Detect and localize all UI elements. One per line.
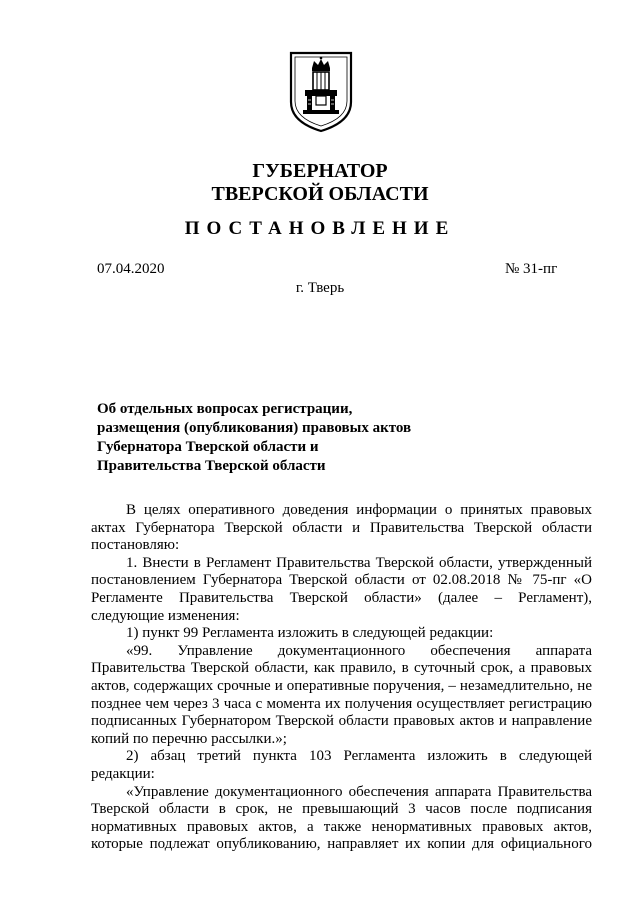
document-type: ПОСТАНОВЛЕНИЕ <box>184 218 456 239</box>
subject-line: Правительства Тверской области <box>97 458 326 474</box>
tver-coat-of-arms-icon <box>288 50 354 134</box>
issuer-title-line2: ТВЕРСКОЙ ОБЛАСТИ <box>211 183 429 205</box>
preamble-paragraph: В целях оперативного доведения информации о принятых правовых актах Губернатора Тверской области и Правительства Тверской области постановляю: <box>91 502 592 554</box>
subject-line: Губернатора Тверской области и <box>97 439 319 455</box>
item-1-paragraph: 1. Внести в Регламент Правительства Тверской области, утвержденный постановлением Губернатора Тверской области от 02.08.2018 № 75-пг «О Регламенте Правительства Тверской области» (далее – Регламент), следующие изменения: <box>91 554 592 624</box>
subject-line: размещения (опубликования) правовых актов <box>97 420 412 436</box>
quote-1-paragraph: «99. Управление документационного обеспечения аппарата Правительства Тверской области, как правило, в суточный срок, а правовых актов, содержащих срочные и оперативные поручения, – незамедлительно, не позднее чем через 3 часа с момента их получения осуществляет регистрацию подписанных Губернатором Тверской области правовых актов и направление копий по перечню рассылки.»; <box>91 642 592 747</box>
document-number: № 31-пг <box>505 261 558 277</box>
document-date: 07.04.2020 <box>97 261 165 277</box>
subitem-1-paragraph: 1) пункт 99 Регламента изложить в следующей редакции: <box>126 625 494 642</box>
document-body <box>91 502 592 854</box>
document-subject <box>97 400 417 476</box>
document-city: г. Тверь <box>295 280 345 296</box>
quote-2-paragraph: «Управление документационного обеспечения аппарата Правительства Тверской области в срок, не превышающий 3 часов после подписания нормативных правовых актов, а также ненормативных правовых актов, которые подлежат опубликованию, направляет их копии для официального <box>91 783 592 853</box>
issuer-title-line1: ГУБЕРНАТОР <box>252 160 388 182</box>
subject-line: Об отдельных вопросах регистрации, <box>97 401 353 417</box>
subitem-2-paragraph: 2) абзац третий пункта 103 Регламента изложить в следующей редакции: <box>91 748 592 782</box>
